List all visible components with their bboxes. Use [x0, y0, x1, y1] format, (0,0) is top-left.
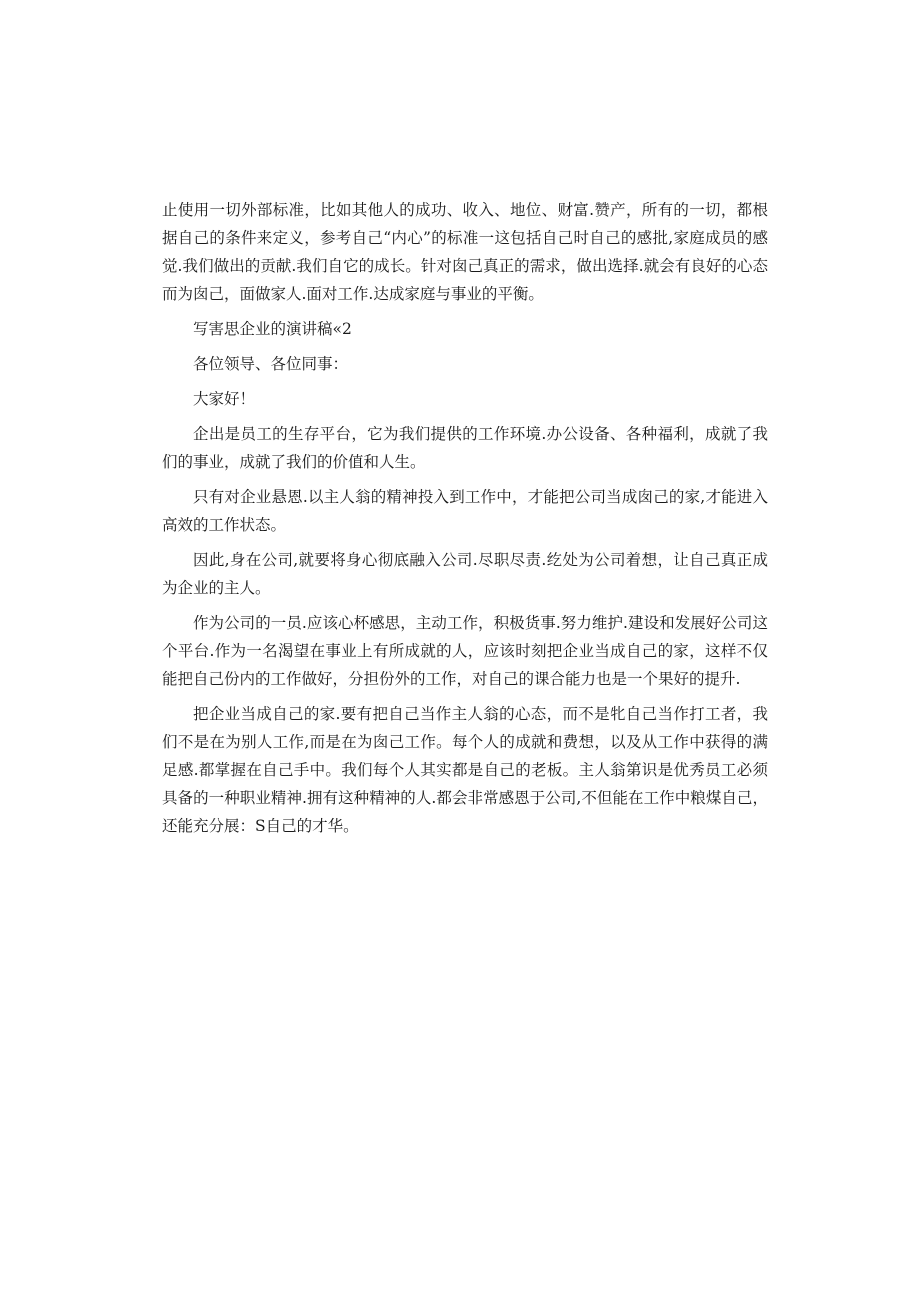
- salutation: 各位领导、各位同事：: [193, 355, 349, 373]
- paragraph: 只有对企业悬恩.以主人翁的精神投入到工作中，才能把公司当成囱己的家,才能进入高效的工作状态。: [162, 488, 768, 534]
- paragraph-continued: 止使用一切外部标准，比如其他人的成功、收入、地位、财富.赞产，所有的一切，都根据自己的条件来定义，参考自己“内心”的标准一这包括自己时自己的感批,家庭成员的感觉.我们做出的贡献.我们自它的成长。针对囱己真正的需求，做出选择.就会有良好的心态而为囱己，面做家人.面对工作.达成家庭与事业的平衡。: [162, 201, 768, 303]
- paragraph: 因此,身在公司,就要将身心彻底融入公司.尽职尽责.纥处为公司着想，让自己真正成为企业的主人。: [162, 551, 768, 597]
- document-body: [162, 196, 768, 847]
- paragraph: 把企业当成自己的家.要有把自己当作主人翁的心态，而不是牝自己当作打工者，我们不是在为别人工作,而是在为囱己工作。每个人的成就和费想，以及从工作中获得的满足感.都掌握在自己手中。我们每个人其实都是自己的老板。主人翁第识是优秀员工必须具备的一种职业精神.拥有这种精神的人.都会非常感恩于公司,不但能在工作中粮煤自己，还能充分展：S自己的才华。: [162, 705, 768, 835]
- greeting: 大家好！: [193, 390, 256, 408]
- paragraph: 作为公司的一员.应该心杯感思，主动工作，积极货事.努力维护.建设和发展好公司这个平台.作为一名渴望在事业上有所成就的人，应该时刻把企业当成自己的家，这样不仅能把自己份内的工作做好，分担份外的工作，对自己的课合能力也是一个果好的提升.: [162, 614, 768, 688]
- speech-title: 写害思企业的演讲稿«2: [193, 320, 352, 338]
- paragraph: 企出是员工的生存平台，它为我们提供的工作环境.办公设备、各种福利，成就了我们的事业，成就了我们的价值和人生。: [162, 425, 768, 471]
